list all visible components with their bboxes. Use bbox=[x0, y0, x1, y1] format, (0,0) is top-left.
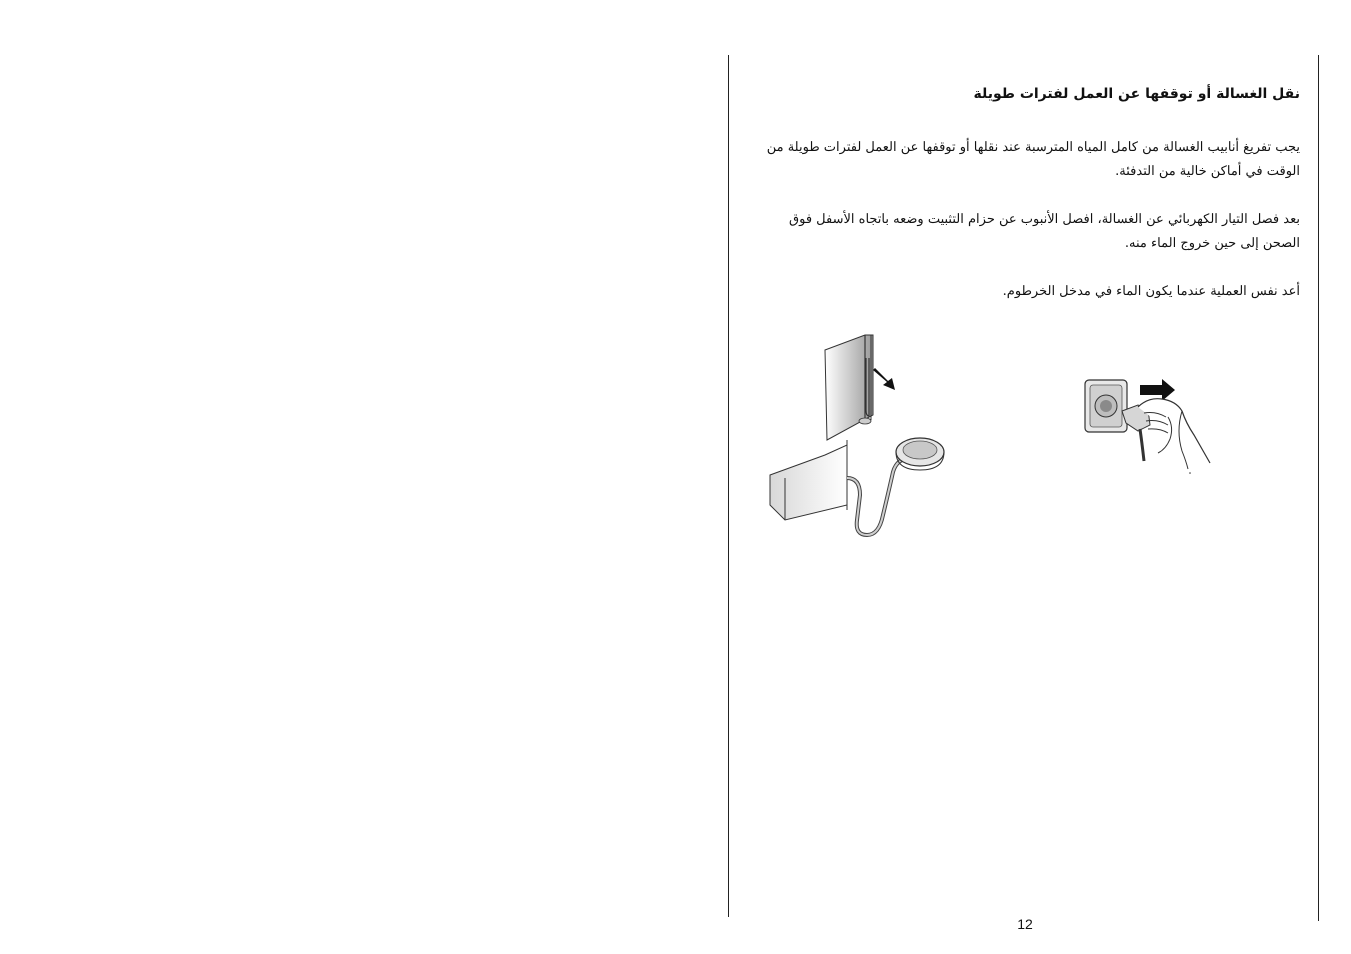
paragraph-repeat-inlet: أعد نفس العملية عندما يكون الماء في مدخل الخرطوم. bbox=[1002, 284, 1300, 299]
section-heading: نقل الغسالة أو توقفها عن العمل لفترات طويلة bbox=[973, 86, 1300, 102]
page-divider-left bbox=[728, 55, 729, 917]
page-number: 12 bbox=[1017, 916, 1033, 932]
paragraph-drain-pipes: يجب تفريغ أنابيب الغسالة من كامل المياه المترسبة عند نقلها أو توقفها عن العمل لفترات طويلة من الوقت في أماكن خالية من التدفئة. bbox=[766, 140, 1300, 179]
section-content bbox=[760, 82, 1300, 328]
paragraph-disconnect-hose: بعد فصل التيار الكهربائي عن الغسالة، افصل الأنبوب عن حزام التثبيت وضعه باتجاه الأسفل فوق الصحن إلى حين خروج الماء منه. bbox=[789, 212, 1300, 251]
page-divider-right bbox=[1318, 55, 1319, 921]
unplug-socket-illustration bbox=[1078, 373, 1218, 478]
drain-hose-illustration bbox=[765, 330, 955, 545]
